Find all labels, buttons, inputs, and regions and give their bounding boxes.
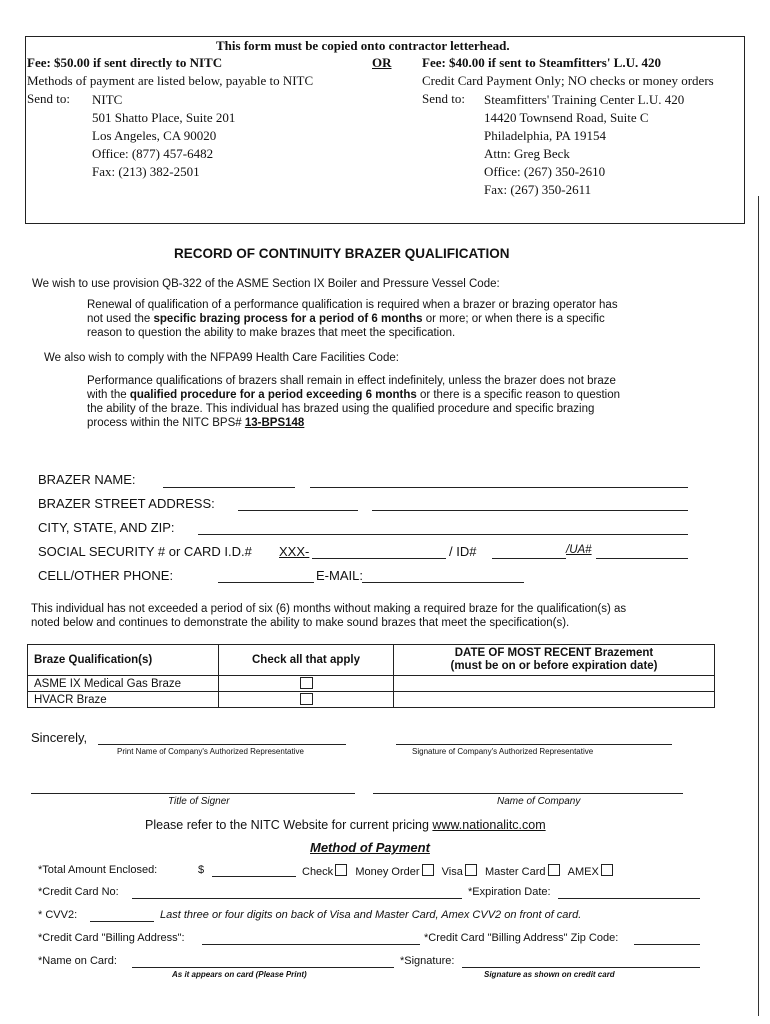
check-checkbox[interactable]: [335, 864, 347, 876]
nitc-fee: Fee: $50.00 if sent directly to NITC: [27, 55, 223, 70]
form-title: RECORD OF CONTINUITY BRAZER QUALIFICATION: [174, 246, 510, 261]
dollar-sign: $: [198, 864, 205, 876]
visa-checkbox[interactable]: [465, 864, 477, 876]
id-label: / ID#: [449, 544, 477, 559]
medical-gas-checkbox[interactable]: [300, 677, 313, 689]
table-row: [28, 676, 715, 692]
title-of-signer-field[interactable]: [31, 793, 355, 794]
qualification-name: HVACR Braze: [28, 692, 219, 708]
asme-provision-text: Renewal of qualification of a performance qualification is required when a brazer or brazing operator has not used the specific brazing process for a period of 6 months or more; or when there is a specific reason to question the ability to make brazes that meet the specification.: [87, 299, 618, 339]
nitc-payment-methods: Methods of payment are listed below, payable to NITC: [27, 73, 314, 88]
billing-zip-label: *Credit Card "Billing Address" Zip Code:: [424, 932, 619, 944]
cvv-field[interactable]: [90, 921, 154, 922]
email-field[interactable]: [362, 582, 524, 583]
card-signature-note: Signature as shown on credit card: [484, 970, 615, 979]
steamfitters-fee: Fee: $40.00 if sent to Steamfitters' L.U. 420: [422, 55, 661, 70]
expiration-field[interactable]: [558, 898, 700, 899]
email-label: E-MAIL:: [316, 568, 363, 583]
card-signature-field[interactable]: [462, 967, 700, 968]
authorized-signature-field[interactable]: [396, 744, 672, 745]
card-number-field[interactable]: [132, 898, 462, 899]
mastercard-checkbox[interactable]: [548, 864, 560, 876]
date-cell-hvacr[interactable]: [394, 692, 715, 708]
check-cell: [219, 676, 394, 692]
name-on-card-note: As it appears on card (Please Print): [172, 970, 307, 979]
or-label: OR: [372, 55, 392, 70]
steamfitters-payment-methods: Credit Card Payment Only; NO checks or money orders: [422, 73, 714, 88]
contractor-header-box: [25, 36, 745, 224]
ua-label: /UA#: [566, 544, 592, 556]
nitc-address: NITC 501 Shatto Place, Suite 201 Los Angeles, CA 90020 Office: (877) 457-6482 Fax: (213) 382-2501: [92, 92, 236, 179]
name-on-card-label: *Name on Card:: [38, 955, 117, 967]
hvacr-checkbox[interactable]: [300, 693, 313, 705]
payment-options: Check Money Order Visa Master Card AMEX: [302, 864, 615, 878]
nitc-website-link[interactable]: www.nationalitc.com: [432, 818, 546, 832]
print-name-field[interactable]: [98, 744, 346, 745]
city-state-zip-label: CITY, STATE, AND ZIP:: [38, 520, 175, 535]
table-header-row: [28, 645, 715, 676]
intro-asme: We wish to use provision QB-322 of the ASME Section IX Boiler and Pressure Vessel Code:: [32, 278, 500, 290]
billing-address-label: *Credit Card "Billing Address":: [38, 932, 185, 944]
total-amount-field[interactable]: [212, 876, 296, 877]
table-row: [28, 692, 715, 708]
steamfitters-address: Steamfitters' Training Center L.U. 420 14420 Townsend Road, Suite C Philadelphia, PA 19154 Attn: Greg Beck Office: (267) 350-2610 Fax: (267) 350-2611: [484, 92, 685, 197]
method-of-payment-heading: Method of Payment: [310, 840, 430, 855]
website-note: Please refer to the NITC Website for current pricing www.nationalitc.com: [145, 818, 546, 832]
company-name-caption: Name of Company: [497, 796, 581, 807]
sincerely-label: Sincerely,: [31, 730, 88, 745]
brazer-name-field[interactable]: [163, 487, 295, 488]
money-order-checkbox[interactable]: [422, 864, 434, 876]
nitc-send-to-label: Send to:: [27, 91, 70, 106]
print-name-caption: Print Name of Company's Authorized Representative: [117, 747, 304, 756]
ua-field[interactable]: [596, 558, 688, 559]
braze-qualification-table: [27, 644, 715, 708]
company-name-field[interactable]: [373, 793, 683, 794]
continuity-statement: This individual has not exceeded a period of six (6) months without making a required braze for the qualification(s) as noted below and continues to demonstrate the ability to make sound brazes that meet the specification(s).: [31, 603, 627, 629]
brazer-name-label: BRAZER NAME:: [38, 472, 136, 487]
date-cell-medical-gas[interactable]: [394, 676, 715, 692]
col-braze-qualification: Braze Qualification(s): [28, 645, 219, 676]
col-check-all: Check all that apply: [219, 645, 394, 676]
brazer-street-field[interactable]: [238, 510, 358, 511]
intro-nfpa: We also wish to comply with the NFPA99 Health Care Facilities Code:: [44, 352, 399, 364]
expiration-label: *Expiration Date:: [468, 886, 551, 898]
phone-label: CELL/OTHER PHONE:: [38, 568, 174, 583]
ssn-field[interactable]: [312, 558, 446, 559]
card-number-label: *Credit Card No:: [38, 886, 119, 898]
ssn-label: SOCIAL SECURITY # or CARD I.D.#: [38, 544, 252, 559]
page-edge-rule: [758, 196, 759, 1016]
ssn-prefix: XXX-: [279, 544, 310, 559]
id-field[interactable]: [492, 558, 566, 559]
card-signature-label: *Signature:: [400, 955, 455, 967]
cvv-label: * CVV2:: [38, 909, 78, 921]
city-state-zip-field[interactable]: [198, 534, 688, 535]
amex-checkbox[interactable]: [601, 864, 613, 876]
authorized-signature-caption: Signature of Company's Authorized Representative: [412, 747, 594, 756]
qualification-name: ASME IX Medical Gas Braze: [28, 676, 219, 692]
col-date-recent: DATE OF MOST RECENT Brazement (must be on or before expiration date): [394, 645, 715, 676]
nfpa-provision-text: Performance qualifications of brazers shall remain in effect indefinitely, unless the brazer does not braze with the qualified procedure for a period exceeding 6 months or there is a specific reason to question the ability of the braze. This individual has brazed using the qualified procedure and specific brazing process within the NITC BPS# 13-BPS148: [87, 375, 621, 429]
brazer-street-field-2[interactable]: [372, 510, 688, 511]
total-amount-label: *Total Amount Enclosed:: [38, 864, 158, 876]
phone-field[interactable]: [218, 582, 314, 583]
billing-zip-field[interactable]: [634, 944, 700, 945]
cvv-note: Last three or four digits on back of Visa and Master Card, Amex CVV2 on front of card.: [160, 909, 582, 921]
steamfitters-send-to-label: Send to:: [422, 91, 465, 106]
name-on-card-field[interactable]: [132, 967, 394, 968]
check-cell: [219, 692, 394, 708]
letterhead-notice: This form must be copied onto contractor letterhead.: [216, 38, 510, 53]
brazer-name-field-2[interactable]: [310, 487, 688, 488]
billing-address-field[interactable]: [202, 944, 420, 945]
title-of-signer-caption: Title of Signer: [168, 796, 230, 807]
brazer-street-label: BRAZER STREET ADDRESS:: [38, 496, 215, 511]
